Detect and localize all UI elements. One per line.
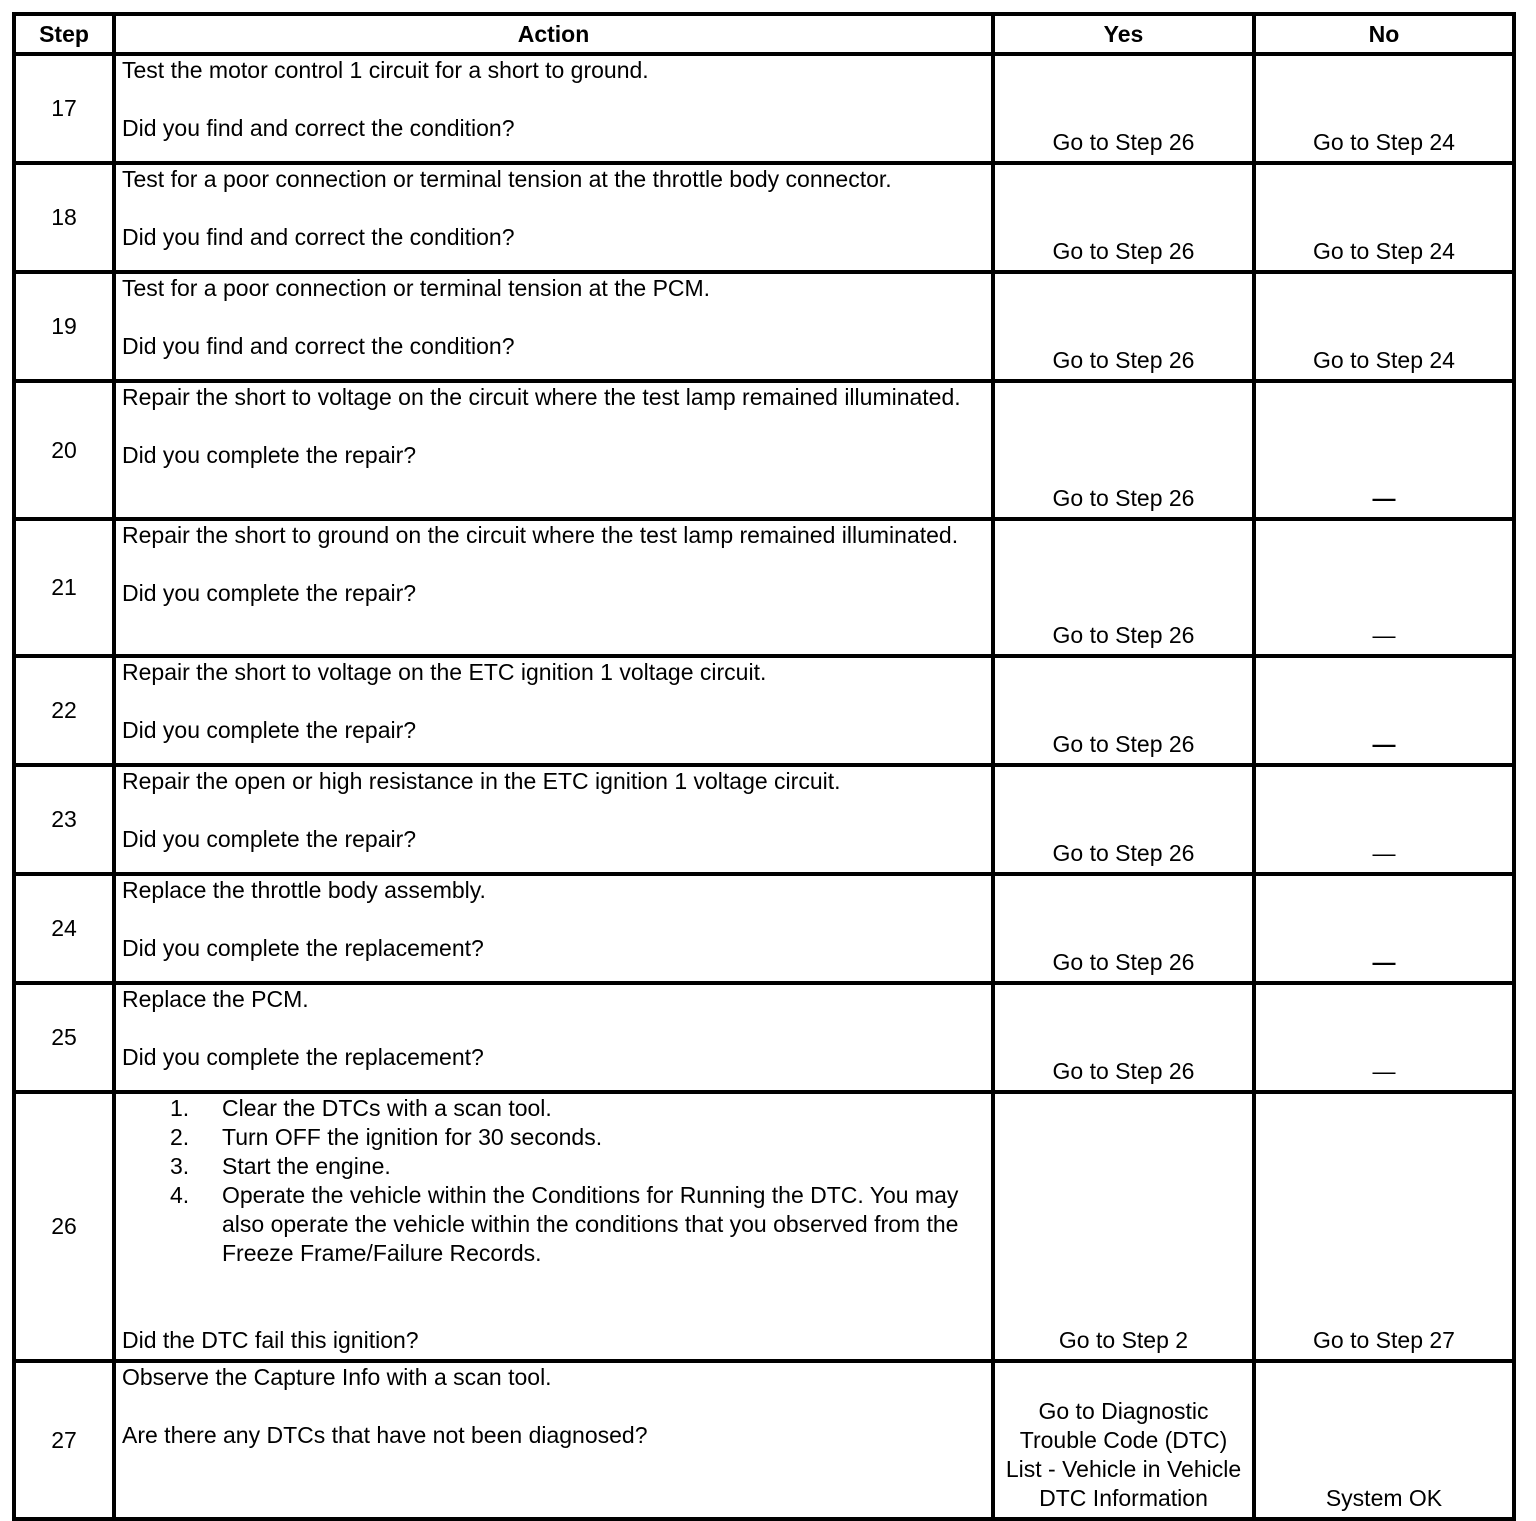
action-cell [114, 1092, 993, 1361]
table-row [14, 1092, 1514, 1361]
question-text: Are there any DTCs that have not been diagnosed? [122, 1422, 648, 1448]
question-text: Did you complete the repair? [122, 442, 417, 468]
substep-text: Turn OFF the ignition for 30 seconds. [222, 1124, 603, 1150]
yes-result: Go to Step 26 [993, 874, 1254, 983]
table-row [14, 272, 1514, 381]
header-step: Step [14, 14, 114, 54]
no-result: System OK [1254, 1361, 1514, 1519]
substep-list [122, 1094, 983, 1268]
substep-number: 2. [170, 1124, 190, 1150]
yes-result: Go to Diagnostic Trouble Code (DTC) List - Vehicle in Vehicle DTC Information [993, 1361, 1254, 1519]
table-row [14, 163, 1514, 272]
action-cell [114, 656, 993, 765]
table-row [14, 765, 1514, 874]
question-text: Did you complete the repair? [122, 717, 417, 743]
table-row [14, 519, 1514, 656]
substep-text: Operate the vehicle within the Conditions for Running the DTC. You may also operate the vehicle within the conditions that you observed from the Freeze Frame/Failure Records. [222, 1182, 959, 1266]
action-cell [114, 381, 993, 519]
step-number: 27 [14, 1361, 114, 1519]
substep [122, 1152, 983, 1181]
action-text: Test for a poor connection or terminal tension at the PCM. [122, 275, 711, 301]
yes-result: Go to Step 26 [993, 54, 1254, 163]
step-number: 19 [14, 272, 114, 381]
yes-result: Go to Step 2 [993, 1092, 1254, 1361]
no-result: Go to Step 24 [1254, 272, 1514, 381]
action-text: Test the motor control 1 circuit for a short to ground. [122, 57, 649, 83]
diagnostic-table [12, 12, 1516, 1521]
action-text: Replace the throttle body assembly. [122, 877, 486, 903]
table-row [14, 381, 1514, 519]
action-cell [114, 519, 993, 656]
question-text: Did you find and correct the condition? [122, 224, 515, 250]
no-result: — [1254, 765, 1514, 874]
yes-result: Go to Step 26 [993, 656, 1254, 765]
header-no: No [1254, 14, 1514, 54]
action-cell [114, 874, 993, 983]
action-text: Repair the short to voltage on the ETC ignition 1 voltage circuit. [122, 659, 767, 685]
no-result: — [1254, 381, 1514, 519]
action-text: Replace the PCM. [122, 986, 309, 1012]
step-number: 26 [14, 1092, 114, 1361]
substep-number: 4. [170, 1182, 190, 1208]
action-cell [114, 163, 993, 272]
step-number: 25 [14, 983, 114, 1092]
action-text: Test for a poor connection or terminal tension at the throttle body connector. [122, 166, 892, 192]
no-result: — [1254, 983, 1514, 1092]
no-result: Go to Step 27 [1254, 1092, 1514, 1361]
question-text: Did the DTC fail this ignition? [122, 1327, 419, 1353]
yes-result: Go to Step 26 [993, 272, 1254, 381]
table-row [14, 983, 1514, 1092]
step-number: 18 [14, 163, 114, 272]
substep [122, 1094, 983, 1123]
action-text: Repair the short to ground on the circuit where the test lamp remained illuminated. [122, 522, 959, 548]
question-text: Did you complete the repair? [122, 580, 417, 606]
action-text: Repair the open or high resistance in the ETC ignition 1 voltage circuit. [122, 768, 841, 794]
table-row [14, 54, 1514, 163]
substep [122, 1123, 983, 1152]
question-text: Did you complete the replacement? [122, 1044, 484, 1070]
question-text: Did you find and correct the condition? [122, 115, 515, 141]
yes-result: Go to Step 26 [993, 983, 1254, 1092]
step-number: 17 [14, 54, 114, 163]
step-number: 22 [14, 656, 114, 765]
step-number: 20 [14, 381, 114, 519]
yes-result: Go to Step 26 [993, 519, 1254, 656]
yes-result: Go to Step 26 [993, 381, 1254, 519]
header-yes: Yes [993, 14, 1254, 54]
step-number: 21 [14, 519, 114, 656]
question-text: Did you find and correct the condition? [122, 333, 515, 359]
action-text: Repair the short to voltage on the circuit where the test lamp remained illuminated. [122, 384, 961, 410]
action-cell [114, 983, 993, 1092]
substep-text: Clear the DTCs with a scan tool. [222, 1095, 552, 1121]
action-cell [114, 54, 993, 163]
header-row [14, 14, 1514, 54]
question-text: Did you complete the replacement? [122, 935, 484, 961]
action-cell [114, 1361, 993, 1519]
yes-result: Go to Step 26 [993, 163, 1254, 272]
step-number: 24 [14, 874, 114, 983]
substep-number: 3. [170, 1153, 190, 1179]
no-result: — [1254, 874, 1514, 983]
table-row [14, 656, 1514, 765]
header-action: Action [114, 14, 993, 54]
question-text: Did you complete the repair? [122, 826, 417, 852]
no-result: — [1254, 519, 1514, 656]
yes-result: Go to Step 26 [993, 765, 1254, 874]
no-result: Go to Step 24 [1254, 163, 1514, 272]
substep-number: 1. [170, 1095, 190, 1121]
step-number: 23 [14, 765, 114, 874]
action-cell [114, 272, 993, 381]
action-text: Observe the Capture Info with a scan tool. [122, 1364, 552, 1390]
substep-text: Start the engine. [222, 1153, 391, 1179]
table-row [14, 1361, 1514, 1519]
table-row [14, 874, 1514, 983]
action-cell [114, 765, 993, 874]
no-result: — [1254, 656, 1514, 765]
no-result: Go to Step 24 [1254, 54, 1514, 163]
substep [122, 1181, 983, 1268]
